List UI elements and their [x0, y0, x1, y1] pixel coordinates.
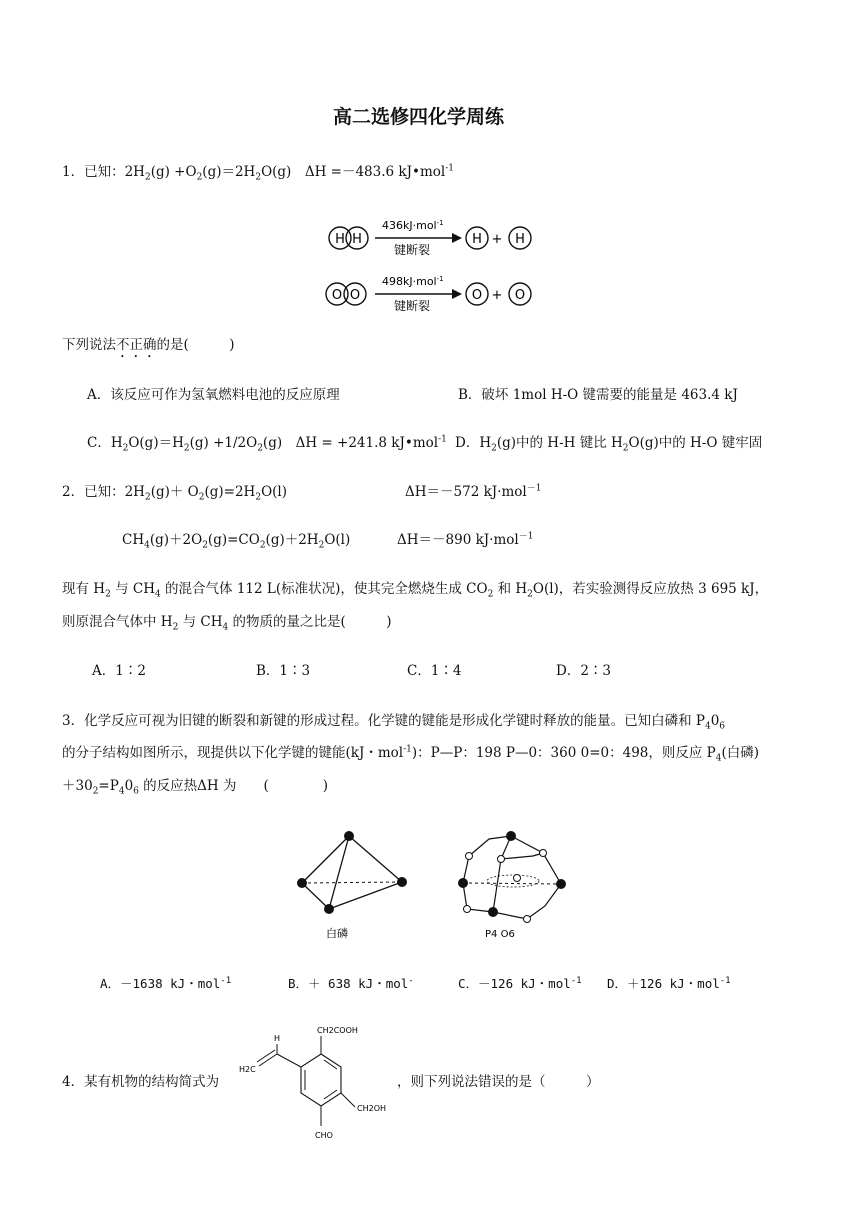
q1-option-b: B．破坏 1mol H-O 键需要的能量是 463.4 kJ: [458, 387, 738, 403]
group-cho: CHO: [315, 1131, 333, 1140]
q1-option-c: C．$H_2O(g)=H_2(g) +1/2O_2(g)$ ΔH = +241.8 kJ•mol$^{-1}$: [87, 434, 447, 454]
q3-stem-line-2: 的分子结构如图所示，现提供以下化学键的键能(kJ・mol$^{-1}$)：P—P：198 P—0：360 0=0：498，则反应 $P_4$(白磷): [62, 744, 760, 764]
svg-text:O: O: [471, 288, 483, 303]
q3-option-a: A．－1638 kJ・mol$^{-1}$: [100, 975, 232, 991]
svg-text:H: H: [335, 232, 345, 247]
q2-equation-1: 2．已知：$2H_2(g)+ O_2(g)=2H_2O(l)$: [62, 484, 287, 503]
q2-option-c: C．1∶4: [407, 663, 462, 679]
q2-option-b: B．1∶3: [256, 663, 311, 679]
white-phosphorus-label: 白磷: [326, 927, 348, 940]
q3-stem-line-3: $+30_2=P_40_6$ 的反应热ΔH 为 ( ): [62, 778, 329, 797]
svg-text:+: +: [491, 288, 503, 303]
hh-energy-label: 436kJ·mol$^{-1}$: [382, 219, 444, 232]
bond-breaking-diagram: [320, 212, 540, 312]
hh-arrowhead-icon: [452, 233, 462, 243]
svg-text:H: H: [352, 232, 362, 247]
group-ch2oh: CH2OH: [357, 1104, 387, 1113]
q1-question: 下列说法不正确的是( ): [62, 337, 235, 353]
emphasis-text: 不正确: [116, 337, 157, 353]
q3-stem-line-1: 3．化学反应可视为旧键的断裂和新键的形成过程。化学键的键能是形成化学键时释放的能量。已知白磷和 $P_40_6$: [62, 713, 726, 732]
q1-option-a: A．该反应可作为氢氧燃料电池的反应原理: [87, 387, 340, 403]
vinyl-h: H: [274, 1034, 281, 1043]
white-phosphorus-structure: [290, 825, 420, 945]
q2-stem-line-2: 则原混合气体中 $H_2$ 与 $CH_4$ 的物质的量之比是( ): [62, 614, 392, 633]
oo-arrowhead-icon: [452, 289, 462, 299]
group-ch2cooh: CH2COOH: [317, 1026, 358, 1035]
p4o6-label: P4 O6: [485, 929, 515, 940]
oo-break-label: 键断裂: [394, 299, 431, 312]
vinyl-h2c: H2C: [239, 1065, 256, 1074]
svg-text:O: O: [349, 288, 361, 303]
q2-dh-2: ΔH＝－890 kJ·mol$^{-1}$: [397, 531, 534, 548]
q2-option-d: D．2∶3: [556, 663, 612, 679]
oo-energy-label: 498kJ·mol$^{-1}$: [382, 275, 444, 288]
hh-break-label: 键断裂: [394, 243, 431, 257]
q2-stem-line-1: 现有 $H_2$ 与 $CH_4$ 的混合气体 112 L(标准状况)，使其完全燃烧生成 $CO_2$ 和 $H_2O(l)$，若实验测得反应放热 3 695 kJ，: [62, 581, 769, 600]
svg-text:O: O: [331, 288, 343, 303]
hh-molecule: [329, 227, 368, 249]
q3-option-c: C．－126 kJ・mol$^{-1}$: [458, 975, 582, 991]
svg-text:H: H: [515, 232, 525, 247]
oo-molecule: [326, 283, 366, 305]
q4-stem-lead: 4．某有机物的结构简式为: [62, 1074, 220, 1090]
q4-stem-tail: ，则下列说法错误的是（ ）: [397, 1074, 600, 1090]
page-title: 高二选修四化学周练: [333, 106, 505, 128]
q3-option-b: B．＋ 638 kJ・mol-: [288, 975, 414, 991]
q3-option-d: D．＋126 kJ・mol$^{-1}$: [607, 975, 731, 991]
svg-text:H: H: [472, 232, 482, 247]
svg-text:O: O: [514, 288, 526, 303]
q1-option-d: D．$H_2(g)$中的 H-H 键比 $H_2O(g)$中的 H-O 键牢固: [455, 435, 763, 454]
q2-option-a: A．1∶2: [92, 663, 146, 679]
q1-stem: 1．已知：$2H_2(g) +O_2(g)=2H_2O(g)$ ΔH =－483.6 kJ•mol$^{-1}$: [62, 163, 454, 183]
plus-sign: +: [491, 232, 503, 247]
q2-dh-1: ΔH＝－572 kJ·mol$^{-1}$: [405, 483, 542, 500]
p4o6-structure: [445, 825, 580, 945]
organic-structure: [237, 1022, 397, 1147]
q2-equation-2: $CH_4(g)+2O_2(g)=CO_2(g)+2H_2O(l)$: [122, 532, 351, 551]
